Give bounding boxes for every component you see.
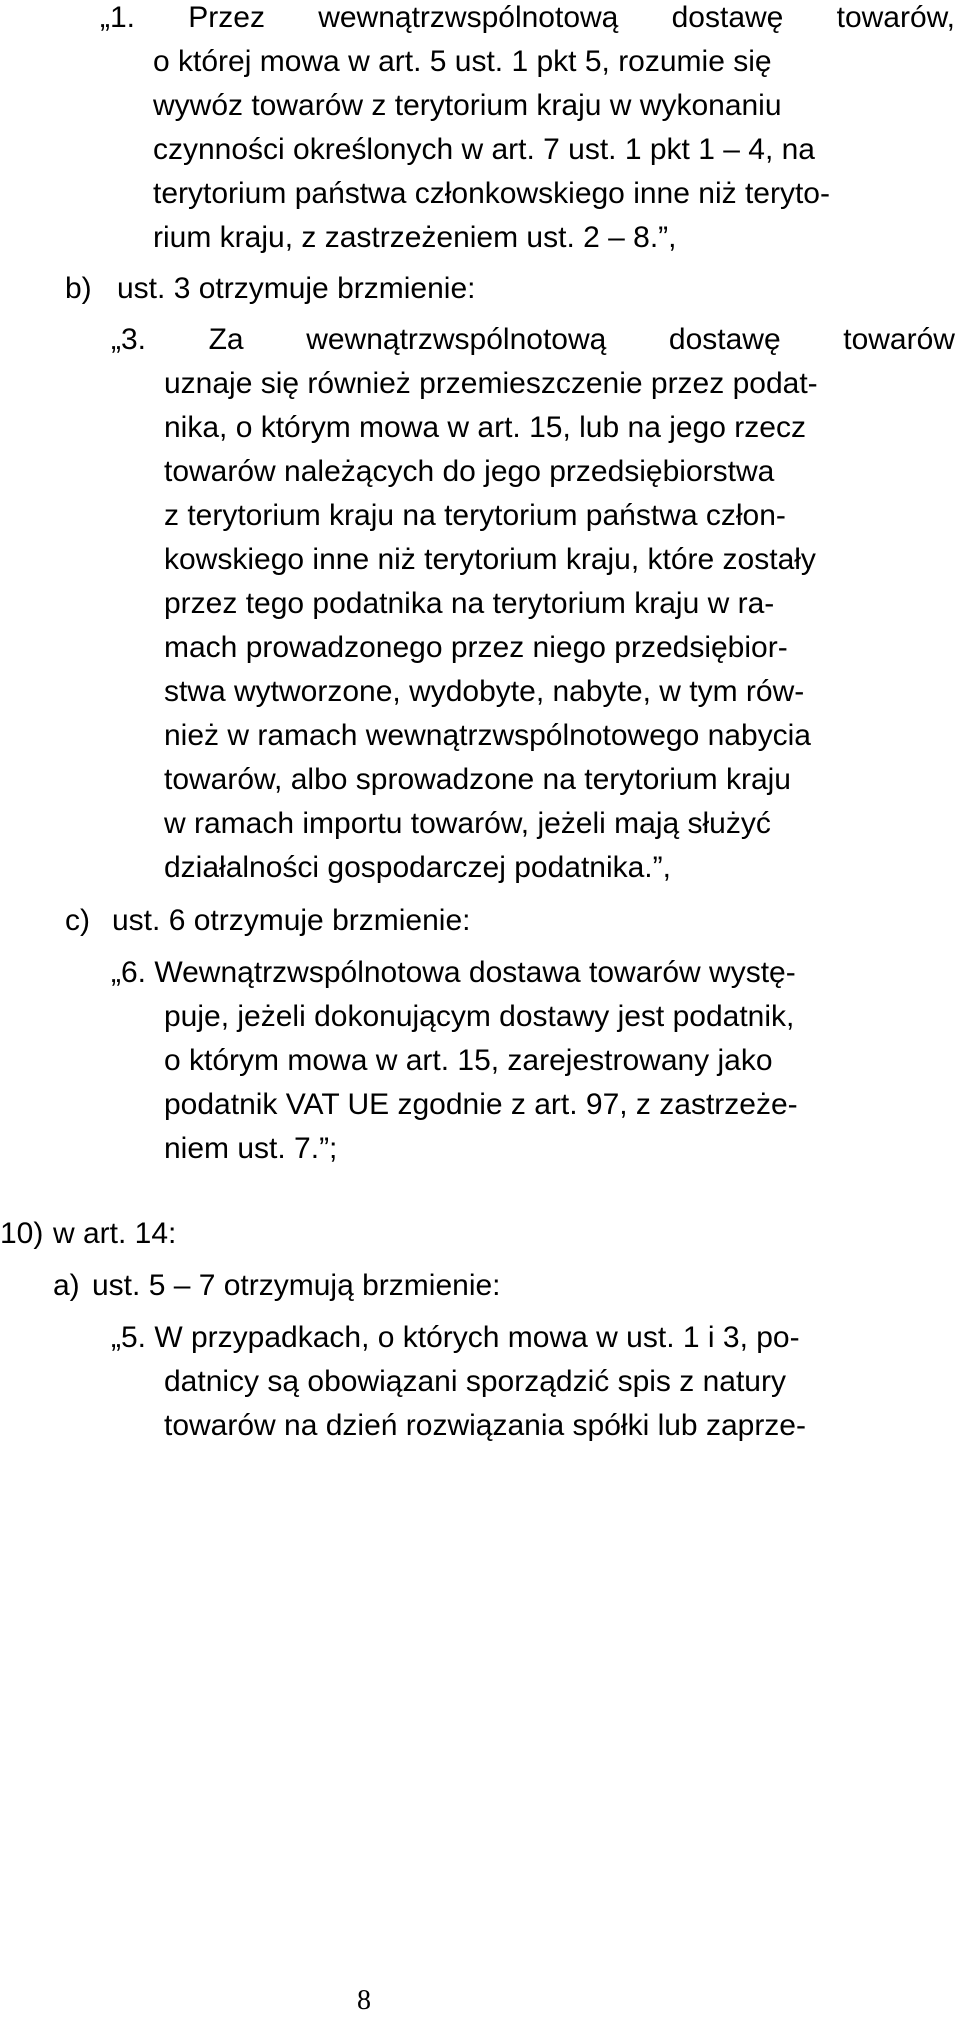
block2-line-5: z terytorium kraju na terytorium państwa człon-	[164, 499, 786, 532]
word: towarów,	[836, 1, 955, 34]
block1-line-6: rium kraju, z zastrzeżeniem ust. 2 – 8.”,	[153, 221, 677, 254]
point-10-text: w art. 14:	[53, 1217, 177, 1250]
word: „3.	[111, 323, 147, 356]
word: Przez	[188, 1, 265, 34]
word: wewnątrzwspólnotową	[306, 323, 607, 356]
block2-line-2: uznaje się również przemieszczenie przez podat-	[164, 367, 818, 400]
block2-line-8: mach prowadzonego przez niego przedsiębior-	[164, 631, 788, 664]
word: dostawę	[671, 1, 784, 34]
block3-line-2: puje, jeżeli dokonującym dostawy jest podatnik,	[164, 1000, 795, 1033]
item-b-marker: b)	[65, 272, 92, 305]
block3-line-3: o którym mowa w art. 15, zarejestrowany jako	[164, 1044, 773, 1077]
block3-line-4: podatnik VAT UE zgodnie z art. 97, z zastrzeże-	[164, 1088, 798, 1121]
word: „1.	[100, 1, 136, 34]
block2-line-12: w ramach importu towarów, jeżeli mają służyć	[164, 807, 771, 840]
block3-line-1: „6. Wewnątrzwspólnotowa dostawa towarów wystę-	[111, 956, 796, 989]
item-a-text: ust. 5 – 7 otrzymują brzmienie:	[92, 1269, 501, 1302]
block1-line-5: terytorium państwa członkowskiego inne niż teryto-	[153, 177, 830, 210]
word: towarów	[843, 323, 955, 356]
block3-line-5: niem ust. 7.”;	[164, 1132, 338, 1165]
block1-line-4: czynności określonych w art. 7 ust. 1 pkt 1 – 4, na	[153, 133, 815, 166]
point-10-marker: 10)	[0, 1217, 44, 1250]
block2-line-4: towarów należących do jego przedsiębiorstwa	[164, 455, 775, 488]
word: Za	[208, 323, 244, 356]
word: wewnątrzwspólnotową	[318, 1, 619, 34]
block2-line-11: towarów, albo sprowadzone na terytorium kraju	[164, 763, 791, 796]
item-b-text: ust. 3 otrzymuje brzmienie:	[117, 272, 476, 305]
block2-line-3: nika, o którym mowa w art. 15, lub na jego rzecz	[164, 411, 806, 444]
item-a-marker: a)	[53, 1269, 80, 1302]
block4-line-3: towarów na dzień rozwiązania spółki lub zaprze-	[164, 1409, 806, 1442]
block4-line-1: „5. W przypadkach, o których mowa w ust. 1 i 3, po-	[111, 1321, 800, 1354]
block2-line-13: działalności gospodarczej podatnika.”,	[164, 851, 671, 884]
block2-line-10: nież w ramach wewnątrzwspólnotowego nabycia	[164, 719, 811, 752]
item-c-text: ust. 6 otrzymuje brzmienie:	[112, 904, 471, 937]
word: dostawę	[668, 323, 781, 356]
page-number: 8	[357, 1985, 371, 2016]
block2-line-9: stwa wytworzone, wydobyte, nabyte, w tym rów-	[164, 675, 805, 708]
block2-line-1	[111, 322, 955, 358]
block2-line-6: kowskiego inne niż terytorium kraju, które zostały	[164, 543, 816, 576]
block1-line-1	[100, 0, 955, 36]
block2-line-7: przez tego podatnika na terytorium kraju w ra-	[164, 587, 775, 620]
item-c-marker: c)	[65, 904, 90, 937]
block4-line-2: datnicy są obowiązani sporządzić spis z natury	[164, 1365, 786, 1398]
block1-line-2: o której mowa w art. 5 ust. 1 pkt 5, rozumie się	[153, 45, 772, 78]
block1-line-3: wywóz towarów z terytorium kraju w wykonaniu	[153, 89, 782, 122]
